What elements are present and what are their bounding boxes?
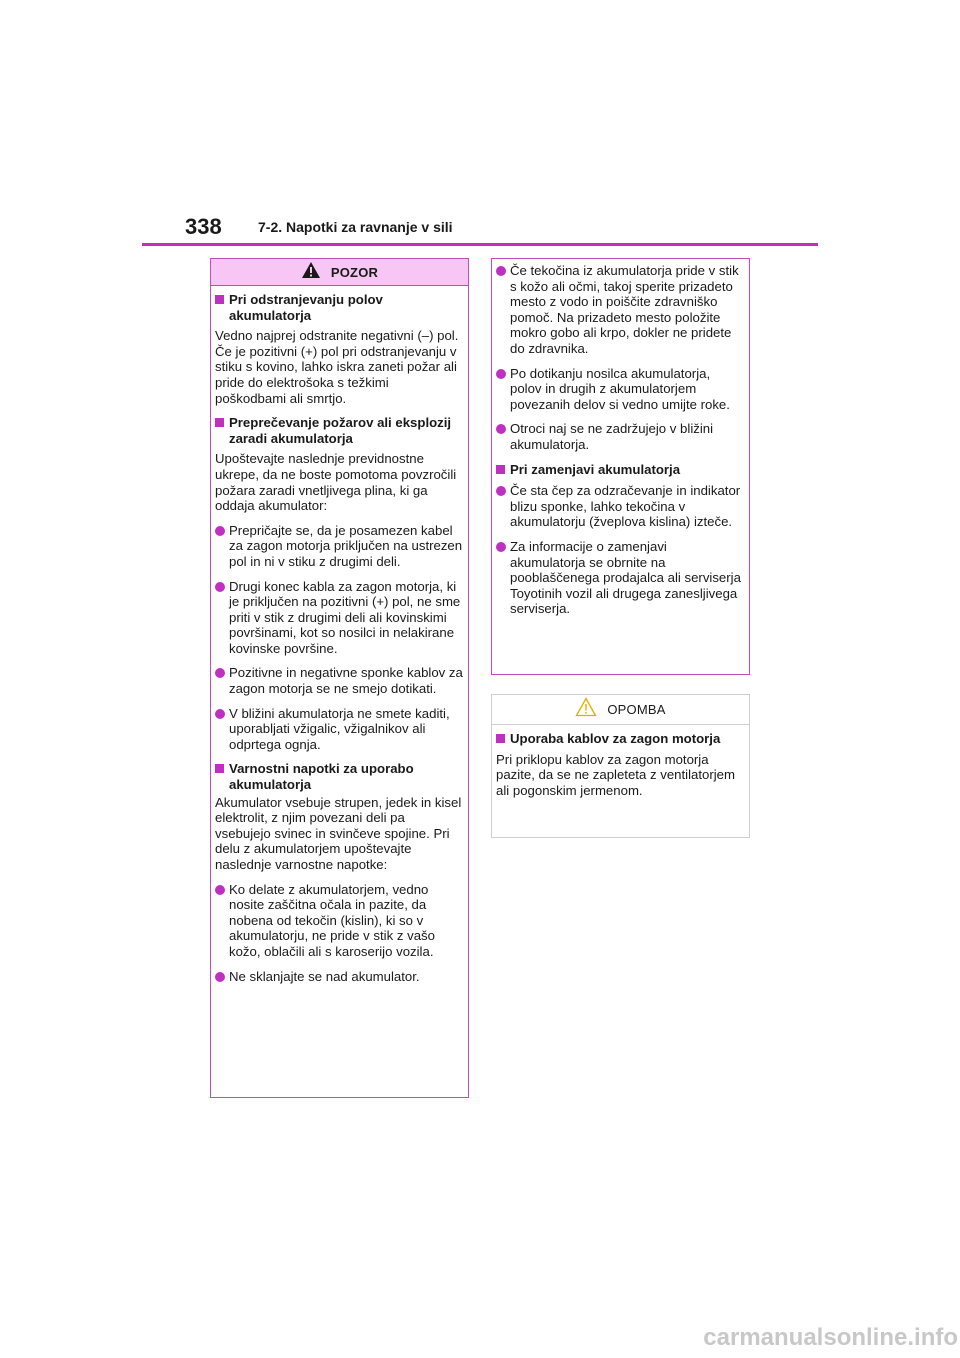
list-item [496, 421, 744, 452]
section-heading-text: Pri odstranjevanju polov akumulatorja [229, 292, 383, 323]
warning-triangle-icon [301, 261, 321, 284]
circle-bullet-icon [496, 486, 506, 496]
paragraph: Upoštevajte naslednje previdnostne ukrepe, da ne boste pomotoma povzročili požara zaradi vnetljivega plina, ki ga oddaja akumulator: [215, 451, 457, 514]
page-number: 338 [185, 214, 222, 239]
list-item-text: Če sta čep za odzračevanje in indikator blizu sponke, lahko tekočina v akumulatorju (žveplova kislina) izteče. [510, 483, 741, 530]
notice-box-title: OPOMBA [607, 702, 666, 717]
circle-bullet-icon [215, 668, 225, 678]
section-title: 7-2. Napotki za ravnanje v sili [258, 219, 453, 235]
paragraph: Vedno najprej odstranite negativni (–) pol. Če je pozitivni (+) pol pri odstranjevanju v stiku s kovino, lahko iskra zaneti požar ali pride do elektrošoka s težkimi poškodbami ali smrtjo. [215, 328, 459, 406]
paragraph: Pri priklopu kablov za zagon motorja pazite, da se ne zapleteta z ventilatorjem ali pogonskim jermenom. [496, 751, 735, 798]
square-bullet-icon [496, 465, 505, 474]
caution-box-body [211, 286, 468, 988]
list-item [496, 483, 744, 530]
list-item [496, 366, 744, 413]
list-item [215, 523, 463, 570]
paragraph: Akumulator vsebuje strupen, jedek in kisel elektrolit, z njim povezani deli pa vsebujejo svinec in svinčeve spojine. Pri delu z akumulatorjem upoštevajte naslednje varnostne napotke: [215, 794, 462, 872]
list-item-text: Pozitivne in negativne sponke kablov za zagon motorja se ne smejo dotikati. [229, 665, 463, 697]
caution-box-continued [491, 258, 750, 675]
list-item-text: Ne sklanjajte se nad akumulator. [229, 968, 420, 984]
notice-box-header [492, 695, 749, 725]
caution-box-continued-body [492, 259, 749, 621]
list-item-text: Prepričajte se, da je posamezen kabel za zagon motorja priključen na ustrezen pol in ni v stiku z drugimi deli. [229, 522, 463, 569]
list-item [215, 665, 463, 696]
section-heading [496, 731, 744, 747]
square-bullet-icon [215, 418, 224, 427]
section-heading-text: Pri zamenjavi akumulatorja [510, 461, 681, 477]
circle-bullet-icon [215, 972, 225, 982]
section-heading [496, 462, 744, 478]
section-heading-text: Varnostni napotki za uporabo akumulatorja [229, 761, 414, 793]
list-item [496, 539, 744, 617]
circle-bullet-icon [215, 709, 225, 719]
list-item [215, 706, 463, 753]
section-heading [215, 415, 463, 446]
caution-box-header [211, 259, 468, 286]
list-item [215, 882, 463, 960]
circle-bullet-icon [496, 424, 506, 434]
section-heading-text: Preprečevanje požarov ali eksplozij zaradi akumulatorja [229, 415, 452, 446]
circle-bullet-icon [496, 369, 506, 379]
list-item [215, 969, 463, 985]
list-item-text: Če tekočina iz akumulatorja pride v stik s kožo ali očmi, takoj sperite prizadeto mesto z vodo in poiščite zdravniško pomoč. Na prizadeto mesto položite mokro gobo ali krpo, dokler ne pridete do zdravnika. [510, 263, 739, 356]
warning-triangle-outline-icon [575, 697, 597, 722]
header-rule [142, 243, 818, 246]
section-heading [215, 292, 463, 323]
circle-bullet-icon [215, 885, 225, 895]
circle-bullet-icon [215, 526, 225, 536]
notice-box [491, 694, 750, 838]
list-item-text: Otroci naj se ne zadržujejo v bližini akumulatorja. [510, 421, 714, 452]
circle-bullet-icon [215, 582, 225, 592]
circle-bullet-icon [496, 542, 506, 552]
watermark: carmanualsonline.info [703, 1324, 958, 1351]
list-item [215, 579, 463, 657]
caution-box [210, 258, 469, 1098]
section-heading [215, 761, 463, 792]
circle-bullet-icon [496, 266, 506, 276]
square-bullet-icon [496, 734, 505, 743]
list-item-text: Drugi konec kabla za zagon motorja, ki je priključen na pozitivni (+) pol, ne sme priti v stik z drugimi deli ali kovinskimi površinami, kot so nosilci in nelakirane kovinske površine. [229, 578, 461, 656]
list-item [496, 263, 744, 357]
list-item-text: Za informacije o zamenjavi akumulatorja se obrnite na pooblaščenega prodajalca ali serviserja Toyotinih vozil ali drugega zanesljivega serviserja. [510, 538, 741, 617]
square-bullet-icon [215, 295, 224, 304]
list-item-text: V bližini akumulatorja ne smete kaditi, uporabljati vžigalic, vžigalnikov ali odprtega ognja. [229, 705, 450, 752]
list-item-text: Ko delate z akumulatorjem, vedno nosite zaščitna očala in pazite, da nobena od tekočin (kislin), ki so v akumulatorju, ne pride v stik z vašo kožo, oblačili ali s karoserijo vozila. [229, 881, 435, 959]
notice-box-body [492, 725, 749, 802]
square-bullet-icon [215, 764, 224, 773]
section-heading-text: Uporaba kablov za zagon motorja [510, 731, 721, 746]
list-item-text: Po dotikanju nosilca akumulatorja, polov in drugih z akumulatorjem povezanih delov si vedno umijte roke. [510, 365, 730, 412]
caution-box-title: POZOR [330, 264, 379, 280]
